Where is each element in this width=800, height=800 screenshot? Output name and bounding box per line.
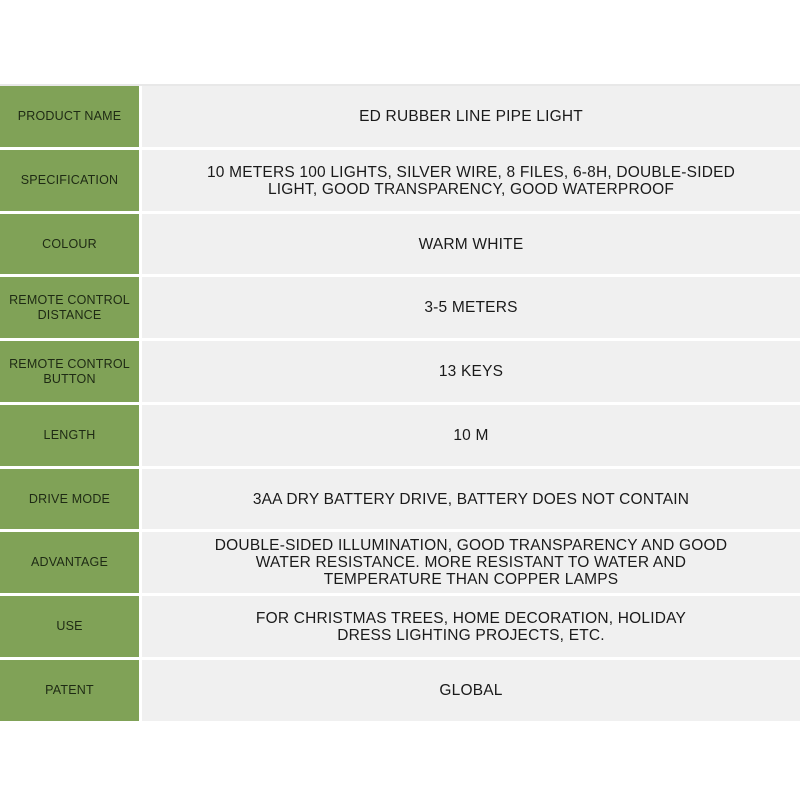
table-row-use <box>0 596 800 660</box>
row-value: 10 METERS 100 LIGHTS, SILVER WIRE, 8 FILES, 6-8H, DOUBLE-SIDED LIGHT, GOOD TRANSPARENCY, GOOD WATERPROOF <box>142 150 800 211</box>
table-row-advantage <box>0 532 800 596</box>
row-label: ADVANTAGE <box>0 532 142 593</box>
table-row-remote-control-button <box>0 341 800 405</box>
row-label: USE <box>0 596 142 657</box>
row-label: REMOTE CONTROL DISTANCE <box>0 277 142 338</box>
table-row-product-name <box>0 86 800 150</box>
table-row-drive-mode <box>0 469 800 532</box>
row-value: 3AA DRY BATTERY DRIVE, BATTERY DOES NOT CONTAIN <box>142 469 800 529</box>
row-value: 3-5 METERS <box>142 277 800 338</box>
row-value: ED RUBBER LINE PIPE LIGHT <box>142 86 800 147</box>
row-value: FOR CHRISTMAS TREES, HOME DECORATION, HOLIDAY DRESS LIGHTING PROJECTS, ETC. <box>142 596 800 657</box>
product-spec-table <box>0 86 800 724</box>
row-value: 13 KEYS <box>142 341 800 402</box>
table-row-colour <box>0 214 800 277</box>
table-row-specification <box>0 150 800 214</box>
row-label: REMOTE CONTROL BUTTON <box>0 341 142 402</box>
row-label: PATENT <box>0 660 142 721</box>
row-label: SPECIFICATION <box>0 150 142 211</box>
row-label: PRODUCT NAME <box>0 86 142 147</box>
row-value: WARM WHITE <box>142 214 800 274</box>
row-label: DRIVE MODE <box>0 469 142 529</box>
row-value: GLOBAL <box>142 660 800 721</box>
row-value: DOUBLE-SIDED ILLUMINATION, GOOD TRANSPARENCY AND GOOD WATER RESISTANCE. MORE RESISTANT TO WATER AND TEMPERATURE THAN COPPER LAMPS <box>142 532 800 593</box>
table-row-remote-control-distance <box>0 277 800 341</box>
table-row-length <box>0 405 800 469</box>
row-value: 10 M <box>142 405 800 466</box>
row-label: LENGTH <box>0 405 142 466</box>
row-label: COLOUR <box>0 214 142 274</box>
table-row-patent <box>0 660 800 724</box>
